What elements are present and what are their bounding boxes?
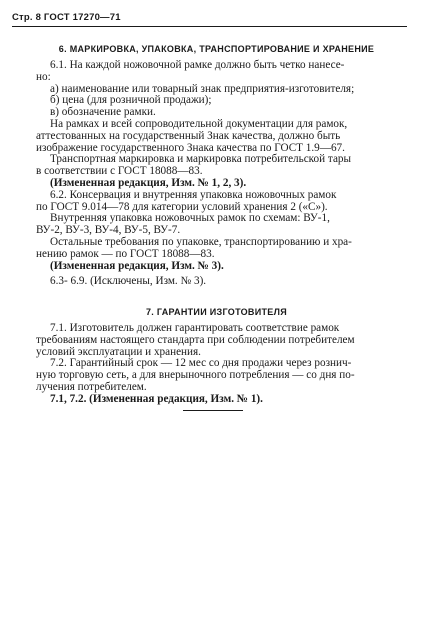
end-divider [183, 410, 243, 411]
paragraph-line: нению рамок — по ГОСТ 18088—83. [36, 247, 215, 260]
paragraph-line: 7.1. Изготовитель должен гарантировать соответствие рамок [50, 322, 340, 334]
paragraph-line: лучения потребителем. [36, 380, 147, 393]
paragraph-line: ную торговую сеть, а для внерыночного потребления — со дня по- [36, 369, 355, 382]
paragraph-line: На рамках и всей сопроводительной документации для рамок, [50, 117, 348, 130]
excluded-note: 6.3- 6.9. (Исключены, Изм. № 3). [50, 275, 207, 288]
paragraph-line: Транспортная маркировка и маркировка потребительской тары [50, 153, 352, 166]
paragraph-line: в соответствии с ГОСТ 18088—83. [36, 165, 203, 178]
paragraph-line: б) цена (для розничной продажи); [50, 94, 212, 107]
paragraph-line: 6.2. Консервация и внутренняя упаковка ножовочных рамок [50, 188, 337, 201]
paragraph-line: Внутренняя упаковка ножовочных рамок по схемам: ВУ-1, [50, 212, 330, 225]
header-divider [12, 26, 407, 27]
amendment-note: (Измененная редакция, Изм. № 3). [50, 259, 224, 272]
page-header: Стр. 8 ГОСТ 17270—71 [12, 12, 121, 23]
paragraph-line: условий эксплуатации и хранения. [36, 345, 201, 358]
section-6-title: 6. МАРКИРОВКА, УПАКОВКА, ТРАНСПОРТИРОВАНИЕ И ХРАНЕНИЕ [58, 44, 375, 54]
section-6-body [36, 60, 396, 288]
section-7-title: 7. ГАРАНТИИ ИЗГОТОВИТЕЛЯ [145, 307, 287, 317]
amendment-note: 7.1, 7.2. (Измененная редакция, Изм. № 1). [50, 392, 263, 405]
paragraph-line: но: [36, 70, 51, 83]
paragraph-line: по ГОСТ 9.014—78 для категории условий хранения 2 («С»). [36, 200, 328, 213]
paragraph-line: аттестованных на государственный Знак качества, должно быть [36, 129, 341, 142]
paragraph-line: Остальные требования по упаковке, транспортированию и хра- [50, 235, 352, 248]
paragraph-line: а) наименование или товарный знак предприятия-изготовителя; [50, 82, 355, 95]
paragraph-line: 6.1. На каждой ножовочной рамке должно быть четко нанесе- [50, 59, 345, 71]
paragraph-line: в) обозначение рамки. [50, 106, 156, 119]
amendment-note: (Измененная редакция, Изм. № 1, 2, 3). [50, 176, 247, 189]
paragraph-line: 7.2. Гарантийный срок — 12 мес со дня продажи через рознич- [50, 357, 352, 370]
paragraph-line: изображение государственного Знака качества по ГОСТ 1.9—67. [36, 141, 345, 154]
paragraph-line: ВУ-2, ВУ-3, ВУ-4, ВУ-5, ВУ-7. [36, 224, 181, 237]
section-7-body [36, 323, 396, 406]
paragraph-line: требованиям настоящего стандарта при соблюдении потребителем [36, 333, 355, 346]
